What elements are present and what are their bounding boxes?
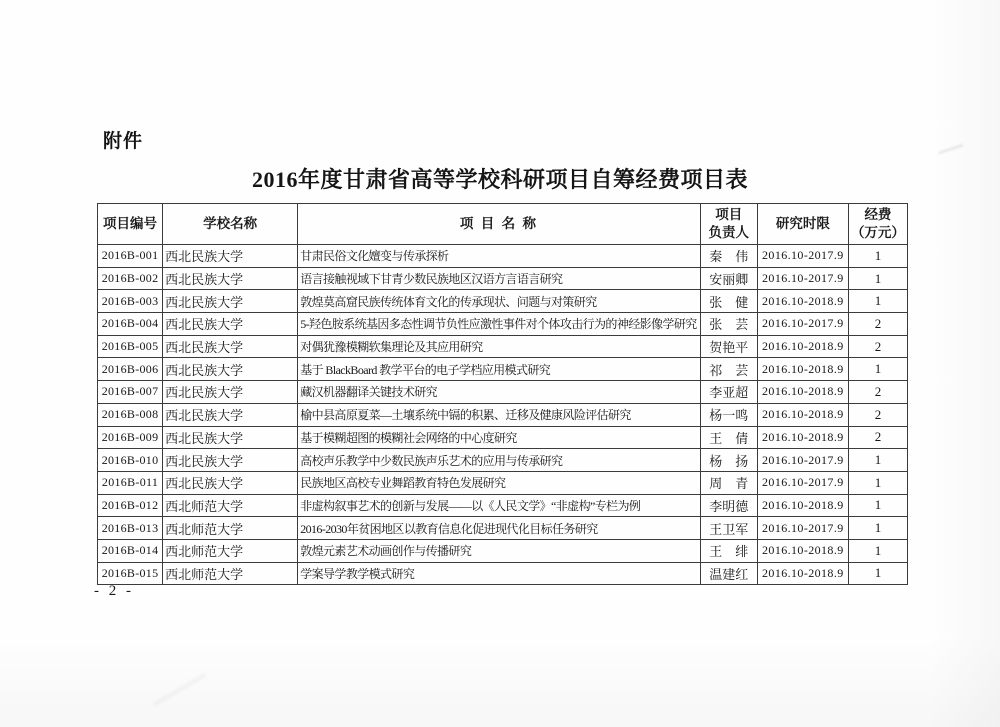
column-header-fund-line1: 经费: [864, 207, 892, 223]
projects-table: [97, 203, 908, 585]
cell-fund-amount: 1: [848, 562, 907, 585]
document-title: 2016年度甘肃省高等学校科研项目自筹经费项目表: [251, 167, 748, 192]
column-header-project-id: 项目编号: [98, 204, 163, 245]
table-row: [98, 381, 908, 404]
cell-school-name: 西北民族大学: [163, 381, 298, 404]
cell-research-period: 2016.10-2018.9: [757, 403, 848, 426]
cell-project-name: 高校声乐教学中少数民族声乐艺术的应用与传承研究: [298, 449, 700, 472]
cell-school-name: 西北民族大学: [163, 290, 298, 313]
cell-research-period: 2016.10-2017.9: [757, 245, 848, 268]
cell-leader-name: 王卫军: [700, 517, 757, 540]
cell-fund-amount: 2: [848, 426, 907, 449]
cell-school-name: 西北民族大学: [163, 335, 298, 358]
cell-fund-amount: 1: [848, 290, 907, 313]
cell-research-period: 2016.10-2018.9: [757, 358, 848, 381]
page-number: - 2 -: [94, 583, 134, 599]
cell-research-period: 2016.10-2017.9: [757, 471, 848, 494]
cell-research-period: 2016.10-2018.9: [757, 426, 848, 449]
cell-project-id: 2016B-002: [98, 267, 163, 290]
cell-fund-amount: 1: [848, 539, 907, 562]
cell-project-id: 2016B-009: [98, 426, 163, 449]
cell-leader-name: 张 芸: [700, 313, 757, 336]
cell-school-name: 西北民族大学: [163, 267, 298, 290]
cell-school-name: 西北民族大学: [163, 358, 298, 381]
table-row: [98, 539, 908, 562]
cell-research-period: 2016.10-2017.9: [757, 313, 848, 336]
scan-artifact-bottom-edge: [0, 637, 1000, 727]
column-header-leader-line1: 项目: [715, 207, 743, 223]
table-row: [98, 562, 908, 585]
cell-leader-name: 温建红: [700, 562, 757, 585]
cell-project-name: 基于模糊超图的模糊社会网络的中心度研究: [298, 426, 700, 449]
column-header-leader: [700, 204, 757, 245]
cell-fund-amount: 2: [848, 335, 907, 358]
cell-leader-name: 李亚超: [700, 381, 757, 404]
cell-project-id: 2016B-006: [98, 358, 163, 381]
cell-school-name: 西北民族大学: [163, 313, 298, 336]
column-header-fund: [848, 204, 907, 245]
cell-research-period: 2016.10-2017.9: [757, 449, 848, 472]
cell-school-name: 西北师范大学: [163, 517, 298, 540]
table-row: [98, 426, 908, 449]
cell-research-period: 2016.10-2018.9: [757, 562, 848, 585]
cell-fund-amount: 1: [848, 267, 907, 290]
cell-project-id: 2016B-015: [98, 562, 163, 585]
cell-project-name: 民族地区高校专业舞蹈教育特色发展研究: [298, 471, 700, 494]
cell-project-name: 藏汉机器翻译关键技术研究: [298, 381, 700, 404]
cell-leader-name: 李明德: [700, 494, 757, 517]
cell-school-name: 西北师范大学: [163, 562, 298, 585]
cell-leader-name: 王 绯: [700, 539, 757, 562]
cell-leader-name: 贺艳平: [700, 335, 757, 358]
cell-leader-name: 秦 伟: [700, 245, 757, 268]
table-row: [98, 471, 908, 494]
column-header-fund-line2: （万元）: [850, 225, 905, 240]
cell-research-period: 2016.10-2018.9: [757, 335, 848, 358]
cell-leader-name: 祁 芸: [700, 358, 757, 381]
table-row: [98, 403, 908, 426]
cell-school-name: 西北师范大学: [163, 539, 298, 562]
cell-research-period: 2016.10-2018.9: [757, 539, 848, 562]
cell-project-name: 2016-2030年贫困地区以教育信息化促进现代化目标任务研究: [298, 517, 700, 540]
column-header-leader-line2: 负责人: [708, 225, 749, 240]
cell-fund-amount: 2: [848, 381, 907, 404]
cell-fund-amount: 1: [848, 517, 907, 540]
cell-research-period: 2016.10-2018.9: [757, 494, 848, 517]
cell-project-id: 2016B-005: [98, 335, 163, 358]
cell-project-name: 敦煌元素艺术动画创作与传播研究: [298, 539, 700, 562]
column-header-period: 研究时限: [757, 204, 848, 245]
cell-fund-amount: 2: [848, 403, 907, 426]
cell-fund-amount: 1: [848, 245, 907, 268]
cell-leader-name: 杨一鸣: [700, 403, 757, 426]
cell-school-name: 西北民族大学: [163, 426, 298, 449]
table-row: [98, 517, 908, 540]
attachment-label: 附件: [103, 131, 144, 152]
cell-fund-amount: 1: [848, 358, 907, 381]
cell-project-name: 对偶犹豫模糊软集理论及其应用研究: [298, 335, 700, 358]
table-row: [98, 449, 908, 472]
cell-project-id: 2016B-014: [98, 539, 163, 562]
table-header-row: [98, 204, 908, 245]
cell-project-name: 非虚构叙事艺术的创新与发展——以《人民文学》“非虚构”专栏为例: [298, 494, 700, 517]
scan-artifact-smudge: [938, 144, 963, 154]
cell-project-id: 2016B-013: [98, 517, 163, 540]
cell-fund-amount: 2: [848, 313, 907, 336]
table-row: [98, 313, 908, 336]
cell-project-name: 敦煌莫高窟民族传统体育文化的传承现状、问题与对策研究: [298, 290, 700, 313]
cell-project-id: 2016B-010: [98, 449, 163, 472]
table-body: [98, 245, 908, 585]
cell-project-id: 2016B-004: [98, 313, 163, 336]
table-row: [98, 267, 908, 290]
cell-leader-name: 杨 扬: [700, 449, 757, 472]
cell-project-name: 5-羟色胺系统基因多态性调节负性应激性事件对个体攻击行为的神经影像学研究: [298, 313, 700, 336]
cell-project-name: 甘肃民俗文化嬗变与传承探析: [298, 245, 700, 268]
table-row: [98, 290, 908, 313]
table-row: [98, 494, 908, 517]
cell-research-period: 2016.10-2017.9: [757, 267, 848, 290]
cell-project-id: 2016B-001: [98, 245, 163, 268]
cell-fund-amount: 1: [848, 449, 907, 472]
column-header-project-name: 项 目 名 称: [298, 204, 700, 245]
cell-project-name: 基于 BlackBoard 教学平台的电子学档应用模式研究: [298, 358, 700, 381]
cell-project-id: 2016B-007: [98, 381, 163, 404]
cell-project-id: 2016B-011: [98, 471, 163, 494]
scan-artifact-right-edge: [930, 0, 1000, 727]
cell-school-name: 西北师范大学: [163, 494, 298, 517]
cell-leader-name: 安丽卿: [700, 267, 757, 290]
cell-leader-name: 张 健: [700, 290, 757, 313]
cell-project-name: 榆中县高原夏菜—土壤系统中镉的积累、迁移及健康风险评估研究: [298, 403, 700, 426]
cell-school-name: 西北民族大学: [163, 403, 298, 426]
cell-school-name: 西北民族大学: [163, 471, 298, 494]
cell-leader-name: 周 青: [700, 471, 757, 494]
table-row: [98, 245, 908, 268]
cell-project-id: 2016B-012: [98, 494, 163, 517]
cell-research-period: 2016.10-2018.9: [757, 290, 848, 313]
cell-leader-name: 王 倩: [700, 426, 757, 449]
cell-project-name: 语言接触视域下甘青少数民族地区汉语方言语言研究: [298, 267, 700, 290]
scan-artifact-smudge: [153, 673, 206, 706]
cell-school-name: 西北民族大学: [163, 449, 298, 472]
cell-fund-amount: 1: [848, 494, 907, 517]
cell-project-name: 学案导学教学模式研究: [298, 562, 700, 585]
column-header-school: 学校名称: [163, 204, 298, 245]
cell-research-period: 2016.10-2018.9: [757, 381, 848, 404]
cell-fund-amount: 1: [848, 471, 907, 494]
cell-research-period: 2016.10-2017.9: [757, 517, 848, 540]
table-row: [98, 335, 908, 358]
cell-project-id: 2016B-003: [98, 290, 163, 313]
cell-school-name: 西北民族大学: [163, 245, 298, 268]
table-row: [98, 358, 908, 381]
cell-project-id: 2016B-008: [98, 403, 163, 426]
